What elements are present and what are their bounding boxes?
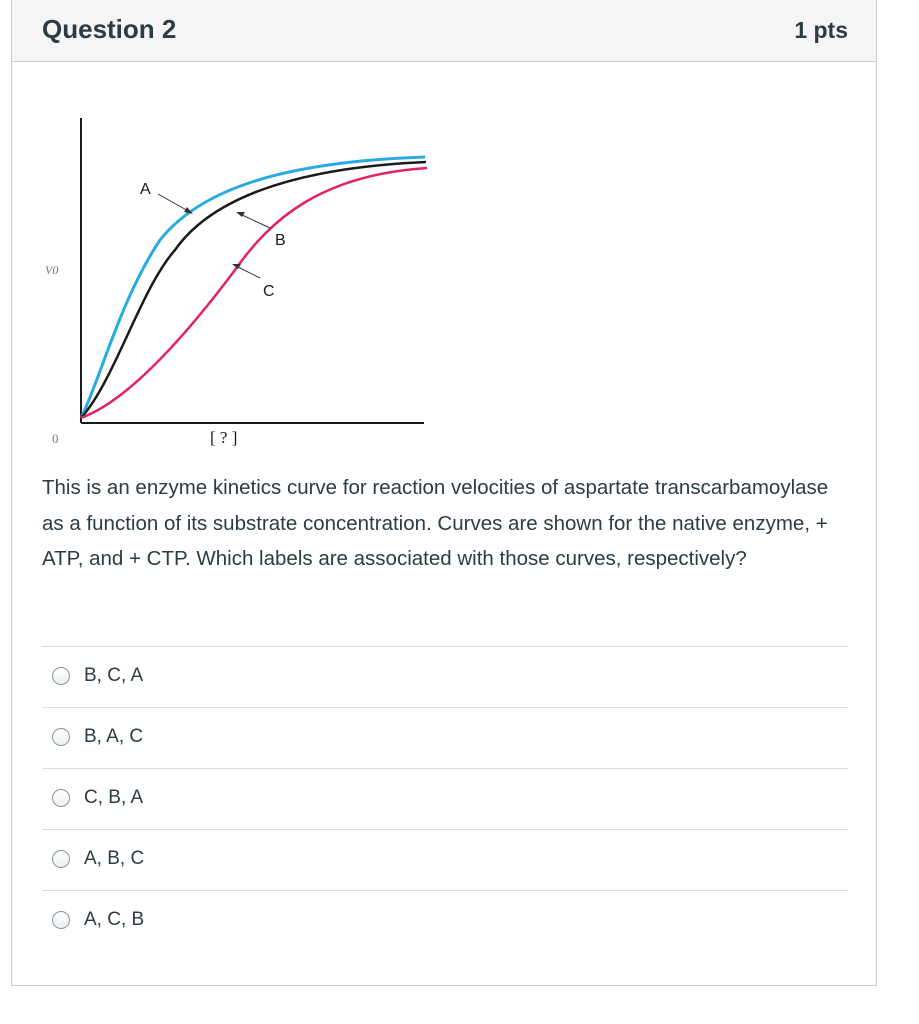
radio-button[interactable] [52, 911, 70, 929]
origin-label: 0 [52, 431, 59, 446]
answer-label: C, B, A [84, 787, 144, 808]
question-points: 1 pts [794, 17, 848, 43]
question-header [12, 0, 876, 62]
radio-button[interactable] [52, 850, 70, 868]
kinetics-plot [40, 100, 440, 460]
curve-label-a: A [140, 181, 151, 198]
radio-button[interactable] [52, 667, 70, 685]
curve-a [81, 157, 425, 418]
curve-label-c: C [263, 283, 275, 300]
question-title: Question 2 [42, 14, 177, 44]
answer-label: B, A, C [84, 726, 144, 747]
x-axis-label: [ ? ] [210, 428, 238, 447]
answer-list [42, 646, 848, 951]
answer-label: B, C, A [84, 665, 144, 686]
answer-option[interactable] [42, 890, 848, 951]
pointer-b [240, 214, 270, 228]
pointer-a [158, 194, 190, 212]
question-card [11, 0, 877, 986]
question-text: This is an enzyme kinetics curve for reaction velocities of aspartate transcarbamoylase as a function of its substrate concentration. Curves are shown for the native enzyme, + ATP, and + CTP. Which labels are associated with those curves, respectively? [42, 476, 829, 570]
radio-button[interactable] [52, 789, 70, 807]
curve-c [81, 168, 427, 418]
curve-label-b: B [275, 232, 286, 249]
enzyme-kinetics-figure [40, 100, 440, 460]
pointer-c [236, 266, 260, 278]
answer-option[interactable] [42, 707, 848, 768]
answer-label: A, B, C [84, 848, 145, 869]
answer-label: A, C, B [84, 909, 145, 930]
answer-option[interactable] [42, 646, 848, 707]
answer-option[interactable] [42, 829, 848, 890]
y-axis-label: V0 [45, 263, 59, 277]
radio-button[interactable] [52, 728, 70, 746]
answer-option[interactable] [42, 768, 848, 829]
